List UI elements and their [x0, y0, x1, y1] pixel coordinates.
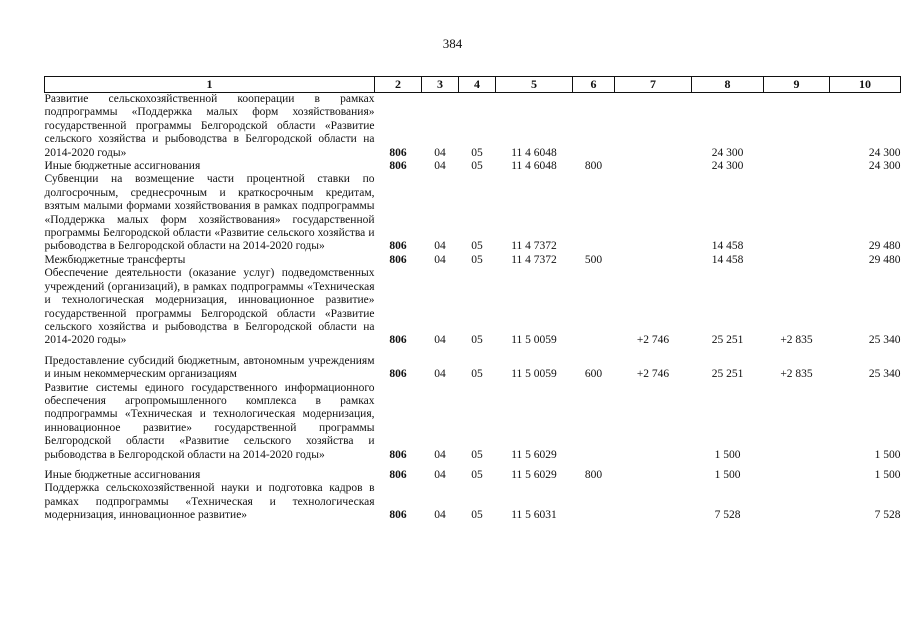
cell-section: 04: [434, 509, 446, 522]
cell-section: 04: [434, 253, 446, 266]
row-name: Поддержка сельскохозяйственной науки и подготовка кадров в рамках подпрограммы «Техническая и технологическая модернизация, инновационное развитие»: [44, 482, 375, 522]
table-row: [45, 267, 901, 347]
table-row: [45, 93, 901, 161]
cell-sum-2: 1 500: [874, 448, 901, 461]
row-name: Предоставление субсидий бюджетным, автономным учреждениям и иным некоммерческим организациям: [44, 354, 375, 381]
cell-target: 11 5 0059: [511, 368, 557, 381]
table-row: [45, 254, 901, 267]
cell-admin: 806: [389, 253, 407, 266]
col-header-2: 2: [375, 77, 422, 93]
cell-target: 11 5 6029: [511, 448, 557, 461]
table-row: [45, 382, 901, 462]
cell-type: 600: [584, 368, 603, 381]
col-header-6: 6: [573, 77, 615, 93]
cell-admin: 806: [389, 368, 407, 381]
cell-change-2: +2 835: [780, 334, 813, 347]
cell-section: 04: [434, 334, 446, 347]
cell-change-1: [615, 160, 692, 173]
cell-type: [573, 267, 615, 347]
cell-type: [573, 173, 615, 253]
col-header-5: 5: [496, 77, 573, 93]
cell-subsection: 05: [471, 368, 483, 381]
cell-sum-2: 7 528: [874, 509, 901, 522]
cell-type: [573, 482, 615, 522]
cell-sum-2: 29 480: [868, 253, 901, 266]
cell-sum-2: 24 300: [868, 146, 901, 159]
cell-sum-1: 14 458: [711, 240, 744, 253]
row-name: Иные бюджетные ассигнования: [44, 160, 201, 173]
cell-admin: 806: [389, 146, 407, 159]
table-row: [45, 469, 901, 482]
cell-change-2: [764, 254, 830, 267]
cell-change-2: [764, 160, 830, 173]
cell-target: 11 5 6029: [511, 468, 557, 481]
cell-change-1: [615, 93, 692, 161]
cell-change-1: [615, 469, 692, 482]
table-row: [45, 355, 901, 382]
cell-sum-2: 1 500: [874, 468, 901, 481]
budget-table: [44, 76, 901, 523]
cell-type: [573, 382, 615, 462]
cell-change-2: +2 835: [780, 368, 813, 381]
cell-sum-2: 29 480: [868, 240, 901, 253]
row-name: Обеспечение деятельности (оказание услуг) подведомственных учреждений (организаций), в рамках подпрограммы «Техническая и технологическая модернизация, инновационное развитие» государственной программы Белгородской области «Развитие сельского хозяйства и рыбоводства в Белгородской области на 2014-2020 годы»: [44, 267, 375, 347]
header-row: [45, 77, 901, 93]
cell-admin: 806: [389, 468, 407, 481]
col-header-4: 4: [459, 77, 496, 93]
col-header-10: 10: [830, 77, 901, 93]
cell-type: [573, 93, 615, 161]
cell-change-2: [764, 482, 830, 522]
cell-target: 11 4 6048: [511, 160, 557, 173]
cell-change-2: [764, 173, 830, 253]
table-row: [45, 160, 901, 173]
table-row: [45, 173, 901, 253]
cell-sum-1: 14 458: [711, 253, 744, 266]
cell-sum-1: 1 500: [714, 468, 741, 481]
cell-type: 800: [584, 160, 603, 173]
cell-section: 04: [434, 160, 446, 173]
cell-section: 04: [434, 468, 446, 481]
cell-change-1: +2 746: [636, 368, 670, 381]
cell-subsection: 05: [471, 160, 483, 173]
cell-sum-2: 25 340: [868, 334, 901, 347]
cell-change-1: [615, 173, 692, 253]
cell-subsection: 05: [471, 240, 483, 253]
cell-subsection: 05: [471, 253, 483, 266]
cell-subsection: 05: [471, 334, 483, 347]
col-header-8: 8: [692, 77, 764, 93]
cell-change-1: [615, 482, 692, 522]
cell-sum-1: 25 251: [711, 334, 744, 347]
cell-admin: 806: [389, 160, 407, 173]
cell-sum-2: 25 340: [868, 368, 901, 381]
cell-sum-1: 25 251: [711, 368, 744, 381]
cell-section: 04: [434, 240, 446, 253]
cell-subsection: 05: [471, 468, 483, 481]
col-header-7: 7: [615, 77, 692, 93]
cell-change-1: [615, 254, 692, 267]
row-name: Развитие системы единого государственного информационного обеспечения агропромышленного комплекса в рамках подпрограммы «Техническая и технологическая модернизация, инновационное развитие» государственной программы Белгородской области «Развитие сельского хозяйства и рыбоводства в Белгородской области на 2014-2020 годы»: [44, 381, 375, 461]
col-header-3: 3: [422, 77, 459, 93]
cell-change-2: [764, 382, 830, 462]
cell-change-2: [764, 93, 830, 161]
cell-sum-1: 7 528: [714, 509, 741, 522]
row-name: Иные бюджетные ассигнования: [44, 468, 201, 481]
cell-admin: 806: [389, 240, 407, 253]
cell-sum-1: 24 300: [711, 160, 744, 173]
cell-section: 04: [434, 368, 446, 381]
cell-target: 11 4 7372: [511, 240, 557, 253]
cell-section: 04: [434, 146, 446, 159]
page-number: 384: [442, 36, 463, 51]
row-name: Межбюджетные трансферты: [44, 253, 186, 266]
cell-admin: 806: [389, 334, 407, 347]
cell-section: 04: [434, 448, 446, 461]
cell-sum-2: 24 300: [868, 160, 901, 173]
cell-subsection: 05: [471, 448, 483, 461]
cell-target: 11 5 0059: [511, 334, 557, 347]
cell-subsection: 05: [471, 509, 483, 522]
cell-change-1: [615, 382, 692, 462]
cell-change-1: +2 746: [636, 334, 670, 347]
cell-change-2: [764, 469, 830, 482]
cell-type: 800: [584, 468, 603, 481]
cell-sum-1: 1 500: [714, 448, 741, 461]
row-spacer: [45, 348, 901, 355]
table-row: [45, 482, 901, 522]
cell-sum-1: 24 300: [711, 146, 744, 159]
col-header-9: 9: [764, 77, 830, 93]
cell-target: 11 5 6031: [511, 509, 557, 522]
cell-type: 500: [584, 253, 603, 266]
cell-subsection: 05: [471, 146, 483, 159]
cell-target: 11 4 6048: [511, 146, 557, 159]
row-name: Субвенции на возмещение части процентной ставки по долгосрочным, среднесрочным и краткосрочным кредитам, взятым малыми формами хозяйствования в рамках подпрограммы «Поддержка малых форм хозяйствования» государственной программы Белгородской области «Развитие сельского хозяйства и рыбоводства в Белгородской области на 2014-2020 годы»: [44, 173, 375, 253]
row-spacer: [45, 462, 901, 469]
row-name: Развитие сельскохозяйственной кооперации в рамках подпрограммы «Поддержка малых форм хозяйствования» государственной программы Белгородской области «Развитие сельского хозяйства и рыбоводства в Белгородской области на 2014-2020 годы»: [44, 93, 375, 159]
cell-admin: 806: [389, 448, 407, 461]
cell-target: 11 4 7372: [511, 253, 557, 266]
cell-admin: 806: [389, 509, 407, 522]
col-header-1: 1: [45, 77, 375, 93]
